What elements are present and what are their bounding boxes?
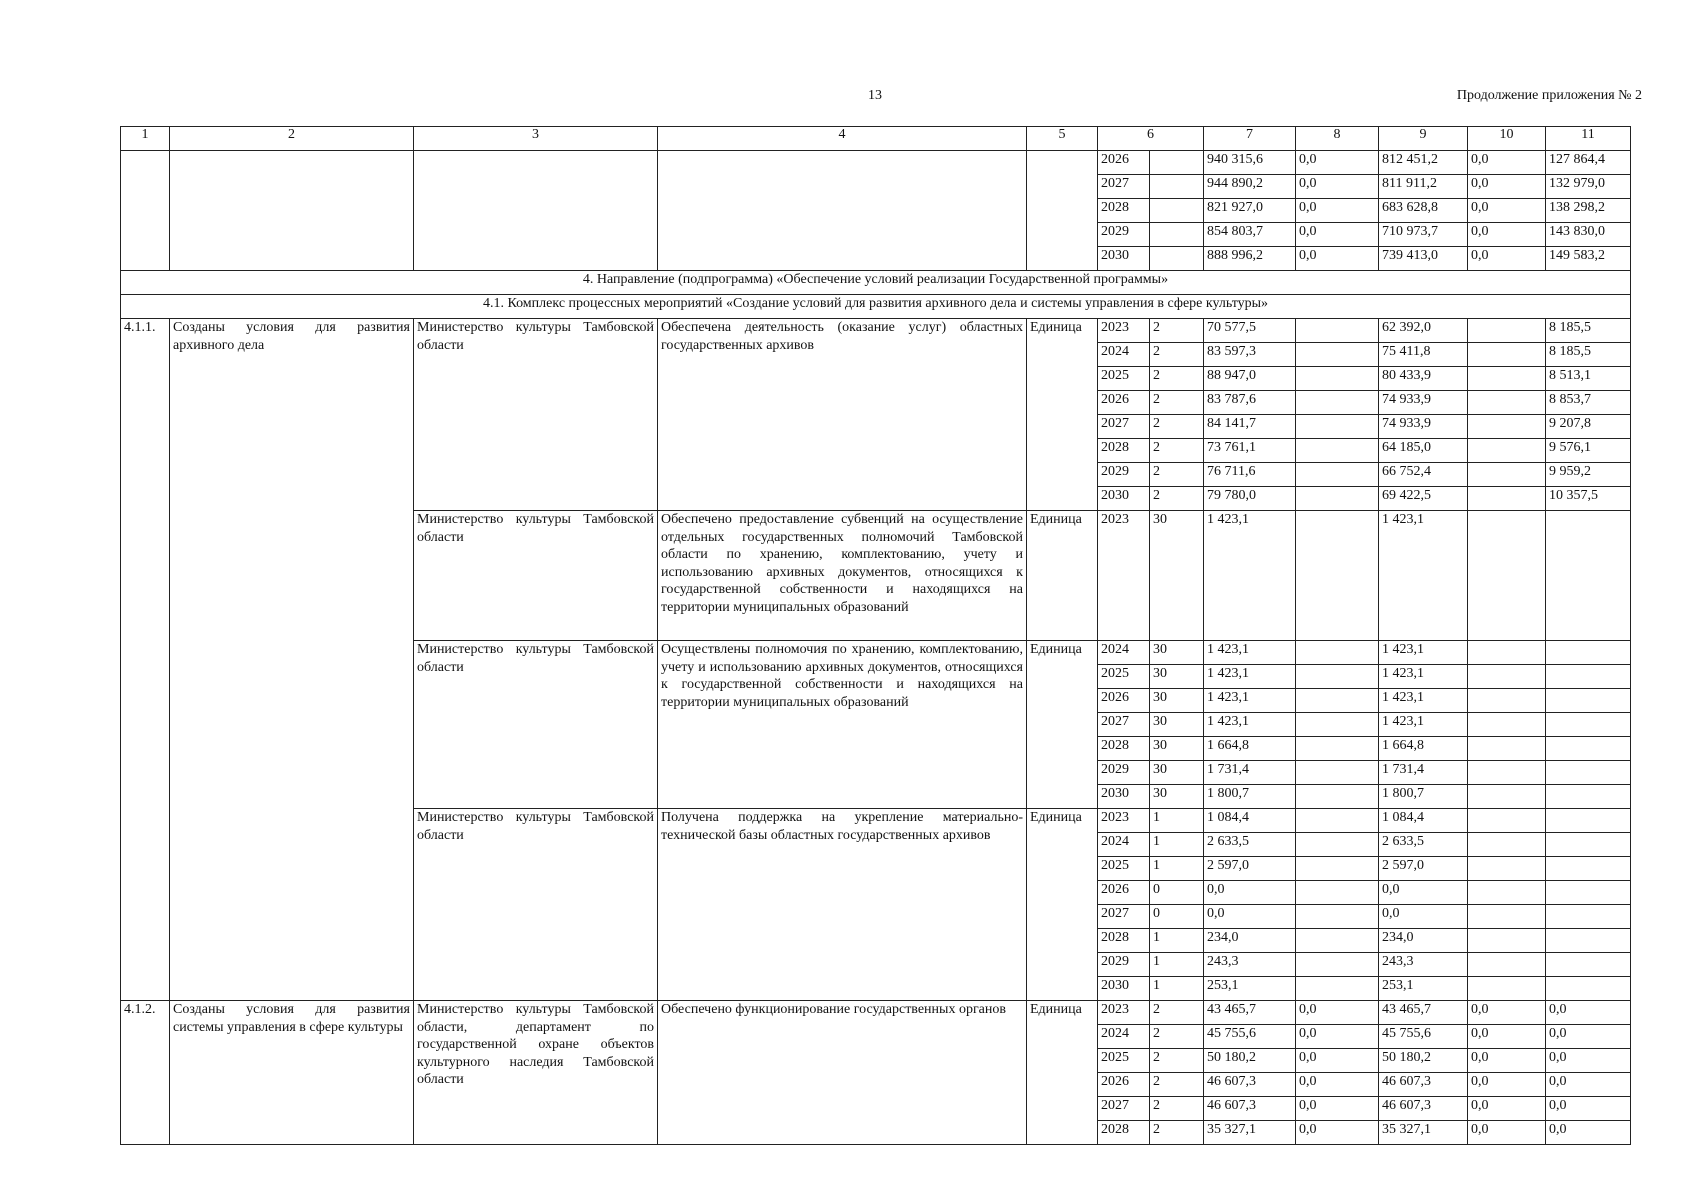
value-cell-c7: 45 755,6 [1204,1025,1296,1049]
value-cell-c8: 0,0 [1296,151,1379,175]
value-cell-c7: 50 180,2 [1204,1049,1296,1073]
value-cell-c8: 0,0 [1296,1025,1379,1049]
value-cell-c8 [1296,641,1379,665]
result-cell: Обеспечено функционирование государственных органов [658,1001,1027,1145]
value-cell-c7: 1 423,1 [1204,713,1296,737]
value-cell-c11 [1546,665,1631,689]
value-cell-c9: 1 731,4 [1379,761,1468,785]
count-cell [1150,151,1204,175]
value-cell-c7: 1 731,4 [1204,761,1296,785]
value-cell-c7: 88 947,0 [1204,367,1296,391]
result-cell: Обеспечено предоставление субвенций на осуществление отдельных государственных полномочий Тамбовской области по хранению, комплектованию, учету и использованию архивных документов, относящихся к государственной собственности и находящихся на территории муниципальных образований [658,511,1027,641]
value-cell-c9: 80 433,9 [1379,367,1468,391]
year-cell: 2030 [1098,977,1150,1001]
value-cell-c9: 234,0 [1379,929,1468,953]
empty-cell [121,151,170,271]
year-cell: 2027 [1098,175,1150,199]
value-cell-c7: 83 787,6 [1204,391,1296,415]
responsible-cell: Министерство культуры Тамбовской области [414,809,658,1001]
year-cell: 2028 [1098,1121,1150,1145]
count-cell: 2 [1150,391,1204,415]
value-cell-c8 [1296,761,1379,785]
value-cell-c7: 43 465,7 [1204,1001,1296,1025]
year-cell: 2023 [1098,319,1150,343]
count-cell: 1 [1150,953,1204,977]
value-cell-c9: 69 422,5 [1379,487,1468,511]
value-cell-c10: 0,0 [1468,247,1546,271]
year-cell: 2029 [1098,953,1150,977]
value-cell-c11 [1546,641,1631,665]
value-cell-c8 [1296,953,1379,977]
value-cell-c8 [1296,929,1379,953]
value-cell-c10: 0,0 [1468,223,1546,247]
value-cell-c10: 0,0 [1468,175,1546,199]
value-cell-c8 [1296,367,1379,391]
value-cell-c10: 0,0 [1468,199,1546,223]
value-cell-c11: 132 979,0 [1546,175,1631,199]
value-cell-c7: 2 633,5 [1204,833,1296,857]
value-cell-c7: 0,0 [1204,905,1296,929]
empty-cell [658,151,1027,271]
value-cell-c11: 8 853,7 [1546,391,1631,415]
value-cell-c10: 0,0 [1468,1073,1546,1097]
count-cell: 2 [1150,319,1204,343]
subsection-row [121,295,1631,319]
value-cell-c8 [1296,881,1379,905]
year-cell: 2028 [1098,439,1150,463]
year-cell: 2023 [1098,511,1150,641]
value-cell-c9: 62 392,0 [1379,319,1468,343]
page-number: 13 [868,88,882,103]
year-cell: 2029 [1098,463,1150,487]
value-cell-c8: 0,0 [1296,1073,1379,1097]
value-cell-c8 [1296,785,1379,809]
value-cell-c9: 46 607,3 [1379,1097,1468,1121]
table-body [121,127,1631,1145]
count-cell: 2 [1150,1121,1204,1145]
value-cell-c8 [1296,463,1379,487]
item-name: Созданы условия для развития архивного дела [170,319,414,1001]
column-header: 6 [1098,127,1204,151]
year-cell: 2023 [1098,1001,1150,1025]
value-cell-c10 [1468,881,1546,905]
data-row [121,319,1631,343]
count-cell: 2 [1150,1073,1204,1097]
value-cell-c7: 821 927,0 [1204,199,1296,223]
value-cell-c9: 74 933,9 [1379,415,1468,439]
value-cell-c10 [1468,953,1546,977]
value-cell-c7: 243,3 [1204,953,1296,977]
year-cell: 2025 [1098,857,1150,881]
value-cell-c7: 73 761,1 [1204,439,1296,463]
count-cell: 30 [1150,737,1204,761]
item-name: Созданы условия для развития системы управления в сфере культуры [170,1001,414,1145]
year-cell: 2030 [1098,247,1150,271]
value-cell-c7: 46 607,3 [1204,1073,1296,1097]
column-header: 10 [1468,127,1546,151]
responsible-cell: Министерство культуры Тамбовской области [414,319,658,511]
value-cell-c10 [1468,785,1546,809]
value-cell-c10 [1468,689,1546,713]
count-cell: 2 [1150,487,1204,511]
item-number: 4.1.1. [121,319,170,1001]
value-cell-c11: 9 959,2 [1546,463,1631,487]
column-header: 3 [414,127,658,151]
value-cell-c11 [1546,761,1631,785]
value-cell-c7: 1 084,4 [1204,809,1296,833]
unit-cell: Единица [1027,809,1098,1001]
count-cell: 30 [1150,689,1204,713]
value-cell-c10: 0,0 [1468,1049,1546,1073]
value-cell-c11: 0,0 [1546,1001,1631,1025]
count-cell: 2 [1150,1049,1204,1073]
value-cell-c11: 0,0 [1546,1025,1631,1049]
value-cell-c10 [1468,511,1546,641]
year-cell: 2028 [1098,737,1150,761]
count-cell: 1 [1150,833,1204,857]
value-cell-c8 [1296,391,1379,415]
year-cell: 2025 [1098,367,1150,391]
unit-cell: Единица [1027,511,1098,641]
value-cell-c10: 0,0 [1468,151,1546,175]
value-cell-c10 [1468,487,1546,511]
count-cell [1150,199,1204,223]
value-cell-c9: 683 628,8 [1379,199,1468,223]
count-cell: 2 [1150,463,1204,487]
year-cell: 2026 [1098,689,1150,713]
year-cell: 2024 [1098,1025,1150,1049]
value-cell-c7: 70 577,5 [1204,319,1296,343]
value-cell-c9: 739 413,0 [1379,247,1468,271]
value-cell-c7: 854 803,7 [1204,223,1296,247]
count-cell: 30 [1150,785,1204,809]
value-cell-c11 [1546,953,1631,977]
value-cell-c10 [1468,737,1546,761]
value-cell-c10 [1468,761,1546,785]
responsible-cell: Министерство культуры Тамбовской области, департамент по государственной охране объектов культурного наследия Тамбовской области [414,1001,658,1145]
value-cell-c11: 0,0 [1546,1097,1631,1121]
value-cell-c10 [1468,343,1546,367]
value-cell-c8 [1296,977,1379,1001]
value-cell-c9: 50 180,2 [1379,1049,1468,1073]
value-cell-c10 [1468,905,1546,929]
value-cell-c10: 0,0 [1468,1121,1546,1145]
year-cell: 2026 [1098,881,1150,905]
value-cell-c8 [1296,439,1379,463]
value-cell-c7: 46 607,3 [1204,1097,1296,1121]
value-cell-c8 [1296,857,1379,881]
value-cell-c7: 253,1 [1204,977,1296,1001]
value-cell-c10 [1468,439,1546,463]
value-cell-c11: 138 298,2 [1546,199,1631,223]
value-cell-c9: 0,0 [1379,881,1468,905]
year-cell: 2029 [1098,761,1150,785]
value-cell-c10: 0,0 [1468,1025,1546,1049]
year-cell: 2024 [1098,343,1150,367]
value-cell-c10 [1468,833,1546,857]
value-cell-c8 [1296,833,1379,857]
value-cell-c9: 812 451,2 [1379,151,1468,175]
count-cell: 1 [1150,929,1204,953]
value-cell-c8 [1296,905,1379,929]
value-cell-c8: 0,0 [1296,1001,1379,1025]
year-cell: 2027 [1098,713,1150,737]
value-cell-c11 [1546,905,1631,929]
value-cell-c10 [1468,319,1546,343]
result-cell: Получена поддержка на укрепление материально-технической базы областных государственных архивов [658,809,1027,1001]
value-cell-c11: 143 830,0 [1546,223,1631,247]
value-cell-c7: 2 597,0 [1204,857,1296,881]
value-cell-c7: 1 664,8 [1204,737,1296,761]
value-cell-c8 [1296,689,1379,713]
column-header: 1 [121,127,170,151]
value-cell-c8 [1296,343,1379,367]
year-cell: 2030 [1098,785,1150,809]
value-cell-c7: 1 800,7 [1204,785,1296,809]
value-cell-c11 [1546,929,1631,953]
value-cell-c9: 1 423,1 [1379,511,1468,641]
value-cell-c7: 1 423,1 [1204,641,1296,665]
value-cell-c7: 940 315,6 [1204,151,1296,175]
value-cell-c11: 9 576,1 [1546,439,1631,463]
year-cell: 2028 [1098,199,1150,223]
value-cell-c8: 0,0 [1296,1049,1379,1073]
value-cell-c9: 66 752,4 [1379,463,1468,487]
value-cell-c8 [1296,319,1379,343]
value-cell-c11 [1546,511,1631,641]
count-cell: 0 [1150,881,1204,905]
year-cell: 2023 [1098,809,1150,833]
year-cell: 2029 [1098,223,1150,247]
value-cell-c9: 0,0 [1379,905,1468,929]
year-cell: 2026 [1098,151,1150,175]
count-cell: 30 [1150,511,1204,641]
value-cell-c7: 1 423,1 [1204,665,1296,689]
value-cell-c9: 74 933,9 [1379,391,1468,415]
value-cell-c8: 0,0 [1296,199,1379,223]
value-cell-c10: 0,0 [1468,1097,1546,1121]
value-cell-c11 [1546,785,1631,809]
count-cell: 30 [1150,713,1204,737]
unit-cell: Единица [1027,641,1098,809]
result-cell: Обеспечена деятельность (оказание услуг) областных государственных архивов [658,319,1027,511]
value-cell-c10 [1468,415,1546,439]
count-cell: 2 [1150,343,1204,367]
value-cell-c11: 8 185,5 [1546,319,1631,343]
value-cell-c7: 76 711,6 [1204,463,1296,487]
value-cell-c10 [1468,929,1546,953]
count-cell [1150,247,1204,271]
program-table [120,126,1631,1145]
value-cell-c8 [1296,511,1379,641]
value-cell-c11 [1546,857,1631,881]
value-cell-c7: 234,0 [1204,929,1296,953]
count-cell: 2 [1150,367,1204,391]
subsection-title: 4.1. Комплекс процессных мероприятий «Создание условий для развития архивного дела и системы управления в сфере культуры» [121,295,1631,319]
value-cell-c9: 35 327,1 [1379,1121,1468,1145]
item-number: 4.1.2. [121,1001,170,1145]
value-cell-c11 [1546,881,1631,905]
value-cell-c7: 1 423,1 [1204,511,1296,641]
header-row [121,127,1631,151]
value-cell-c11: 8 513,1 [1546,367,1631,391]
count-cell: 2 [1150,1001,1204,1025]
value-cell-c8 [1296,737,1379,761]
value-cell-c7: 0,0 [1204,881,1296,905]
value-cell-c11 [1546,833,1631,857]
count-cell: 0 [1150,905,1204,929]
value-cell-c7: 35 327,1 [1204,1121,1296,1145]
value-cell-c9: 46 607,3 [1379,1073,1468,1097]
value-cell-c11: 0,0 [1546,1121,1631,1145]
value-cell-c11 [1546,977,1631,1001]
column-header: 7 [1204,127,1296,151]
value-cell-c10 [1468,665,1546,689]
count-cell: 30 [1150,761,1204,785]
value-cell-c9: 2 597,0 [1379,857,1468,881]
year-cell: 2026 [1098,391,1150,415]
value-cell-c10 [1468,367,1546,391]
value-cell-c11: 0,0 [1546,1049,1631,1073]
year-cell: 2024 [1098,641,1150,665]
value-cell-c9: 1 423,1 [1379,665,1468,689]
continuation-label: Продолжение приложения № 2 [1456,88,1642,103]
value-cell-c9: 1 664,8 [1379,737,1468,761]
value-cell-c9: 45 755,6 [1379,1025,1468,1049]
responsible-cell: Министерство культуры Тамбовской области [414,641,658,809]
empty-cell [414,151,658,271]
year-cell: 2026 [1098,1073,1150,1097]
value-cell-c8: 0,0 [1296,1097,1379,1121]
count-cell: 30 [1150,641,1204,665]
count-cell [1150,175,1204,199]
value-cell-c8 [1296,665,1379,689]
value-cell-c8 [1296,487,1379,511]
value-cell-c11 [1546,809,1631,833]
value-cell-c10 [1468,463,1546,487]
value-cell-c9: 75 411,8 [1379,343,1468,367]
value-cell-c10 [1468,809,1546,833]
year-cell: 2030 [1098,487,1150,511]
value-cell-c8 [1296,809,1379,833]
count-cell: 2 [1150,1025,1204,1049]
value-cell-c11 [1546,689,1631,713]
value-cell-c9: 1 084,4 [1379,809,1468,833]
responsible-cell: Министерство культуры Тамбовской области [414,511,658,641]
column-header: 4 [658,127,1027,151]
count-cell: 30 [1150,665,1204,689]
value-cell-c10 [1468,857,1546,881]
value-cell-c11 [1546,737,1631,761]
value-cell-c8: 0,0 [1296,247,1379,271]
count-cell: 1 [1150,809,1204,833]
year-cell: 2028 [1098,929,1150,953]
value-cell-c11: 10 357,5 [1546,487,1631,511]
column-header: 9 [1379,127,1468,151]
value-cell-c9: 253,1 [1379,977,1468,1001]
value-cell-c8: 0,0 [1296,175,1379,199]
value-cell-c8 [1296,415,1379,439]
year-cell: 2027 [1098,905,1150,929]
value-cell-c9: 710 973,7 [1379,223,1468,247]
column-header: 2 [170,127,414,151]
data-row [121,1001,1631,1025]
value-cell-c7: 888 996,2 [1204,247,1296,271]
empty-cell [170,151,414,271]
value-cell-c10 [1468,391,1546,415]
value-cell-c10: 0,0 [1468,1001,1546,1025]
value-cell-c10 [1468,713,1546,737]
unit-cell: Единица [1027,1001,1098,1145]
value-cell-c7: 944 890,2 [1204,175,1296,199]
value-cell-c7: 83 597,3 [1204,343,1296,367]
result-cell: Осуществлены полномочия по хранению, комплектованию, учету и использованию архивных документов, относящихся к государственной собственности и находящихся на территории муниципальных образований [658,641,1027,809]
top-row [121,151,1631,175]
section-title: 4. Направление (подпрограмма) «Обеспечение условий реализации Государственной программы» [121,271,1631,295]
count-cell: 1 [1150,977,1204,1001]
value-cell-c9: 64 185,0 [1379,439,1468,463]
column-header: 11 [1546,127,1631,151]
section-row [121,271,1631,295]
value-cell-c9: 243,3 [1379,953,1468,977]
count-cell: 1 [1150,857,1204,881]
year-cell: 2024 [1098,833,1150,857]
count-cell [1150,223,1204,247]
value-cell-c8: 0,0 [1296,223,1379,247]
value-cell-c9: 1 423,1 [1379,689,1468,713]
count-cell: 2 [1150,415,1204,439]
value-cell-c9: 811 911,2 [1379,175,1468,199]
value-cell-c9: 2 633,5 [1379,833,1468,857]
year-cell: 2027 [1098,415,1150,439]
value-cell-c11: 8 185,5 [1546,343,1631,367]
value-cell-c10 [1468,641,1546,665]
year-cell: 2025 [1098,665,1150,689]
value-cell-c11: 0,0 [1546,1073,1631,1097]
value-cell-c9: 1 800,7 [1379,785,1468,809]
unit-cell: Единица [1027,319,1098,511]
value-cell-c7: 79 780,0 [1204,487,1296,511]
count-cell: 2 [1150,439,1204,463]
value-cell-c11 [1546,713,1631,737]
value-cell-c11: 9 207,8 [1546,415,1631,439]
value-cell-c10 [1468,977,1546,1001]
value-cell-c9: 43 465,7 [1379,1001,1468,1025]
value-cell-c8: 0,0 [1296,1121,1379,1145]
value-cell-c9: 1 423,1 [1379,713,1468,737]
empty-cell [1027,151,1098,271]
column-header: 8 [1296,127,1379,151]
value-cell-c9: 1 423,1 [1379,641,1468,665]
value-cell-c11: 149 583,2 [1546,247,1631,271]
count-cell: 2 [1150,1097,1204,1121]
value-cell-c11: 127 864,4 [1546,151,1631,175]
value-cell-c7: 1 423,1 [1204,689,1296,713]
value-cell-c8 [1296,713,1379,737]
year-cell: 2025 [1098,1049,1150,1073]
value-cell-c7: 84 141,7 [1204,415,1296,439]
year-cell: 2027 [1098,1097,1150,1121]
column-header: 5 [1027,127,1098,151]
